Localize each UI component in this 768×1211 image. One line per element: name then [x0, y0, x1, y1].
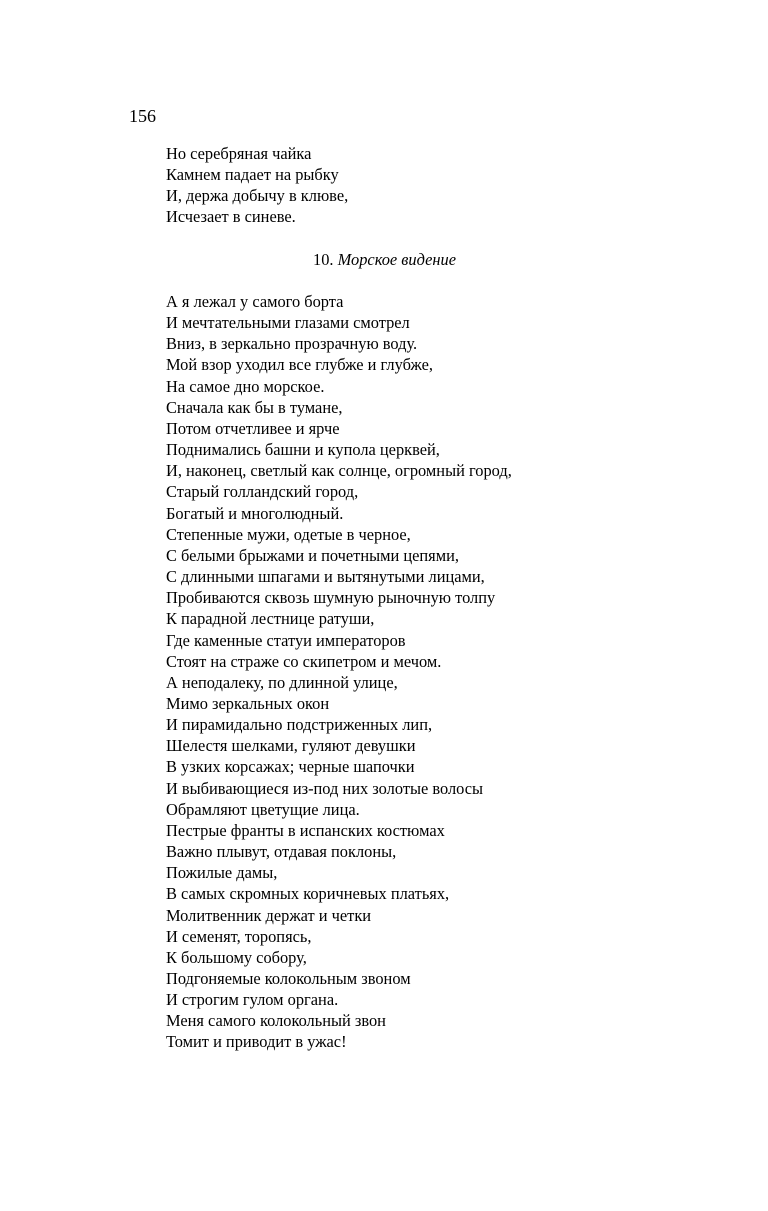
poem-line: Но серебряная чайка [166, 144, 312, 163]
section-name: Морское видение [337, 250, 456, 269]
poem-line: Подгоняемые колокольным звоном [166, 969, 411, 988]
poem-line: Где каменные статуи императоров [166, 630, 406, 650]
section-number: 10. [313, 250, 334, 269]
poem-line: Старый голландский город, [166, 482, 359, 502]
poem-line: Мимо зеркальных окон [166, 693, 330, 713]
stanza-end-of-previous-poem [166, 143, 348, 228]
poem-line: Пожилые дамы, [166, 863, 278, 883]
poem-line: В самых скромных коричневых платьях, [166, 884, 450, 904]
poem-body [166, 291, 512, 1053]
poem-line: И выбивающиеся из-под них золотые волосы [166, 778, 484, 798]
poem-line: Меня самого колокольный звон [166, 1011, 386, 1031]
poem-line: Пестрые франты в испанских костюмах [166, 820, 445, 840]
section-title [0, 249, 768, 270]
poem-line: Исчезает в синеве. [166, 207, 296, 227]
poem-line: С длинными шпагами и вытянутыми лицами, [166, 567, 485, 587]
poem-line: Поднимались башни и купола церквей, [166, 440, 440, 460]
poem-line: Стоят на страже со скипетром и мечом. [166, 651, 442, 671]
poem-line: В узких корсажах; черные шапочки [166, 757, 415, 777]
poem-line: Вниз, в зеркально прозрачную воду. [166, 334, 418, 354]
page-number: 156 [129, 106, 156, 126]
poem-line: Важно плывут, отдавая поклоны, [166, 842, 397, 862]
poem-line: С белыми брыжами и почетными цепями, [166, 545, 459, 565]
poem-line: Богатый и многолюдный. [166, 503, 344, 523]
poem-line: Обрамляют цветущие лица. [166, 799, 360, 819]
poem-line: Томит и приводит в ужас! [166, 1032, 347, 1052]
poem-line: К парадной лестнице ратуши, [166, 609, 375, 629]
poem-line: И, наконец, светлый как солнце, огромный город, [166, 461, 512, 481]
poem-line: И строгим гулом органа. [166, 990, 339, 1010]
poem-line: На самое дно морское. [166, 376, 325, 396]
poem-line: А я лежал у самого борта [166, 292, 344, 311]
poem-line: Пробиваются сквозь шумную рыночную толпу [166, 588, 496, 608]
poem-line: Потом отчетливее и ярче [166, 418, 340, 438]
poem-line: Молитвенник держат и четки [166, 905, 372, 925]
poem-line: Мой взор уходил все глубже и глубже, [166, 355, 433, 375]
poem-line: И семенят, торопясь, [166, 926, 312, 946]
poem-line: Степенные мужи, одетые в черное, [166, 524, 411, 544]
poem-line: Сначала как бы в тумане, [166, 397, 343, 417]
poem-line: И пирамидально подстриженных лип, [166, 715, 433, 735]
poem-line: Камнем падает на рыбку [166, 165, 339, 185]
poem-line: А неподалеку, по длинной улице, [166, 672, 398, 692]
poem-line: К большому собору, [166, 947, 307, 967]
poem-line: И мечтательными глазами смотрел [166, 313, 410, 333]
poem-line: Шелестя шелками, гуляют девушки [166, 736, 416, 756]
poem-line: И, держа добычу в клюве, [166, 186, 349, 206]
